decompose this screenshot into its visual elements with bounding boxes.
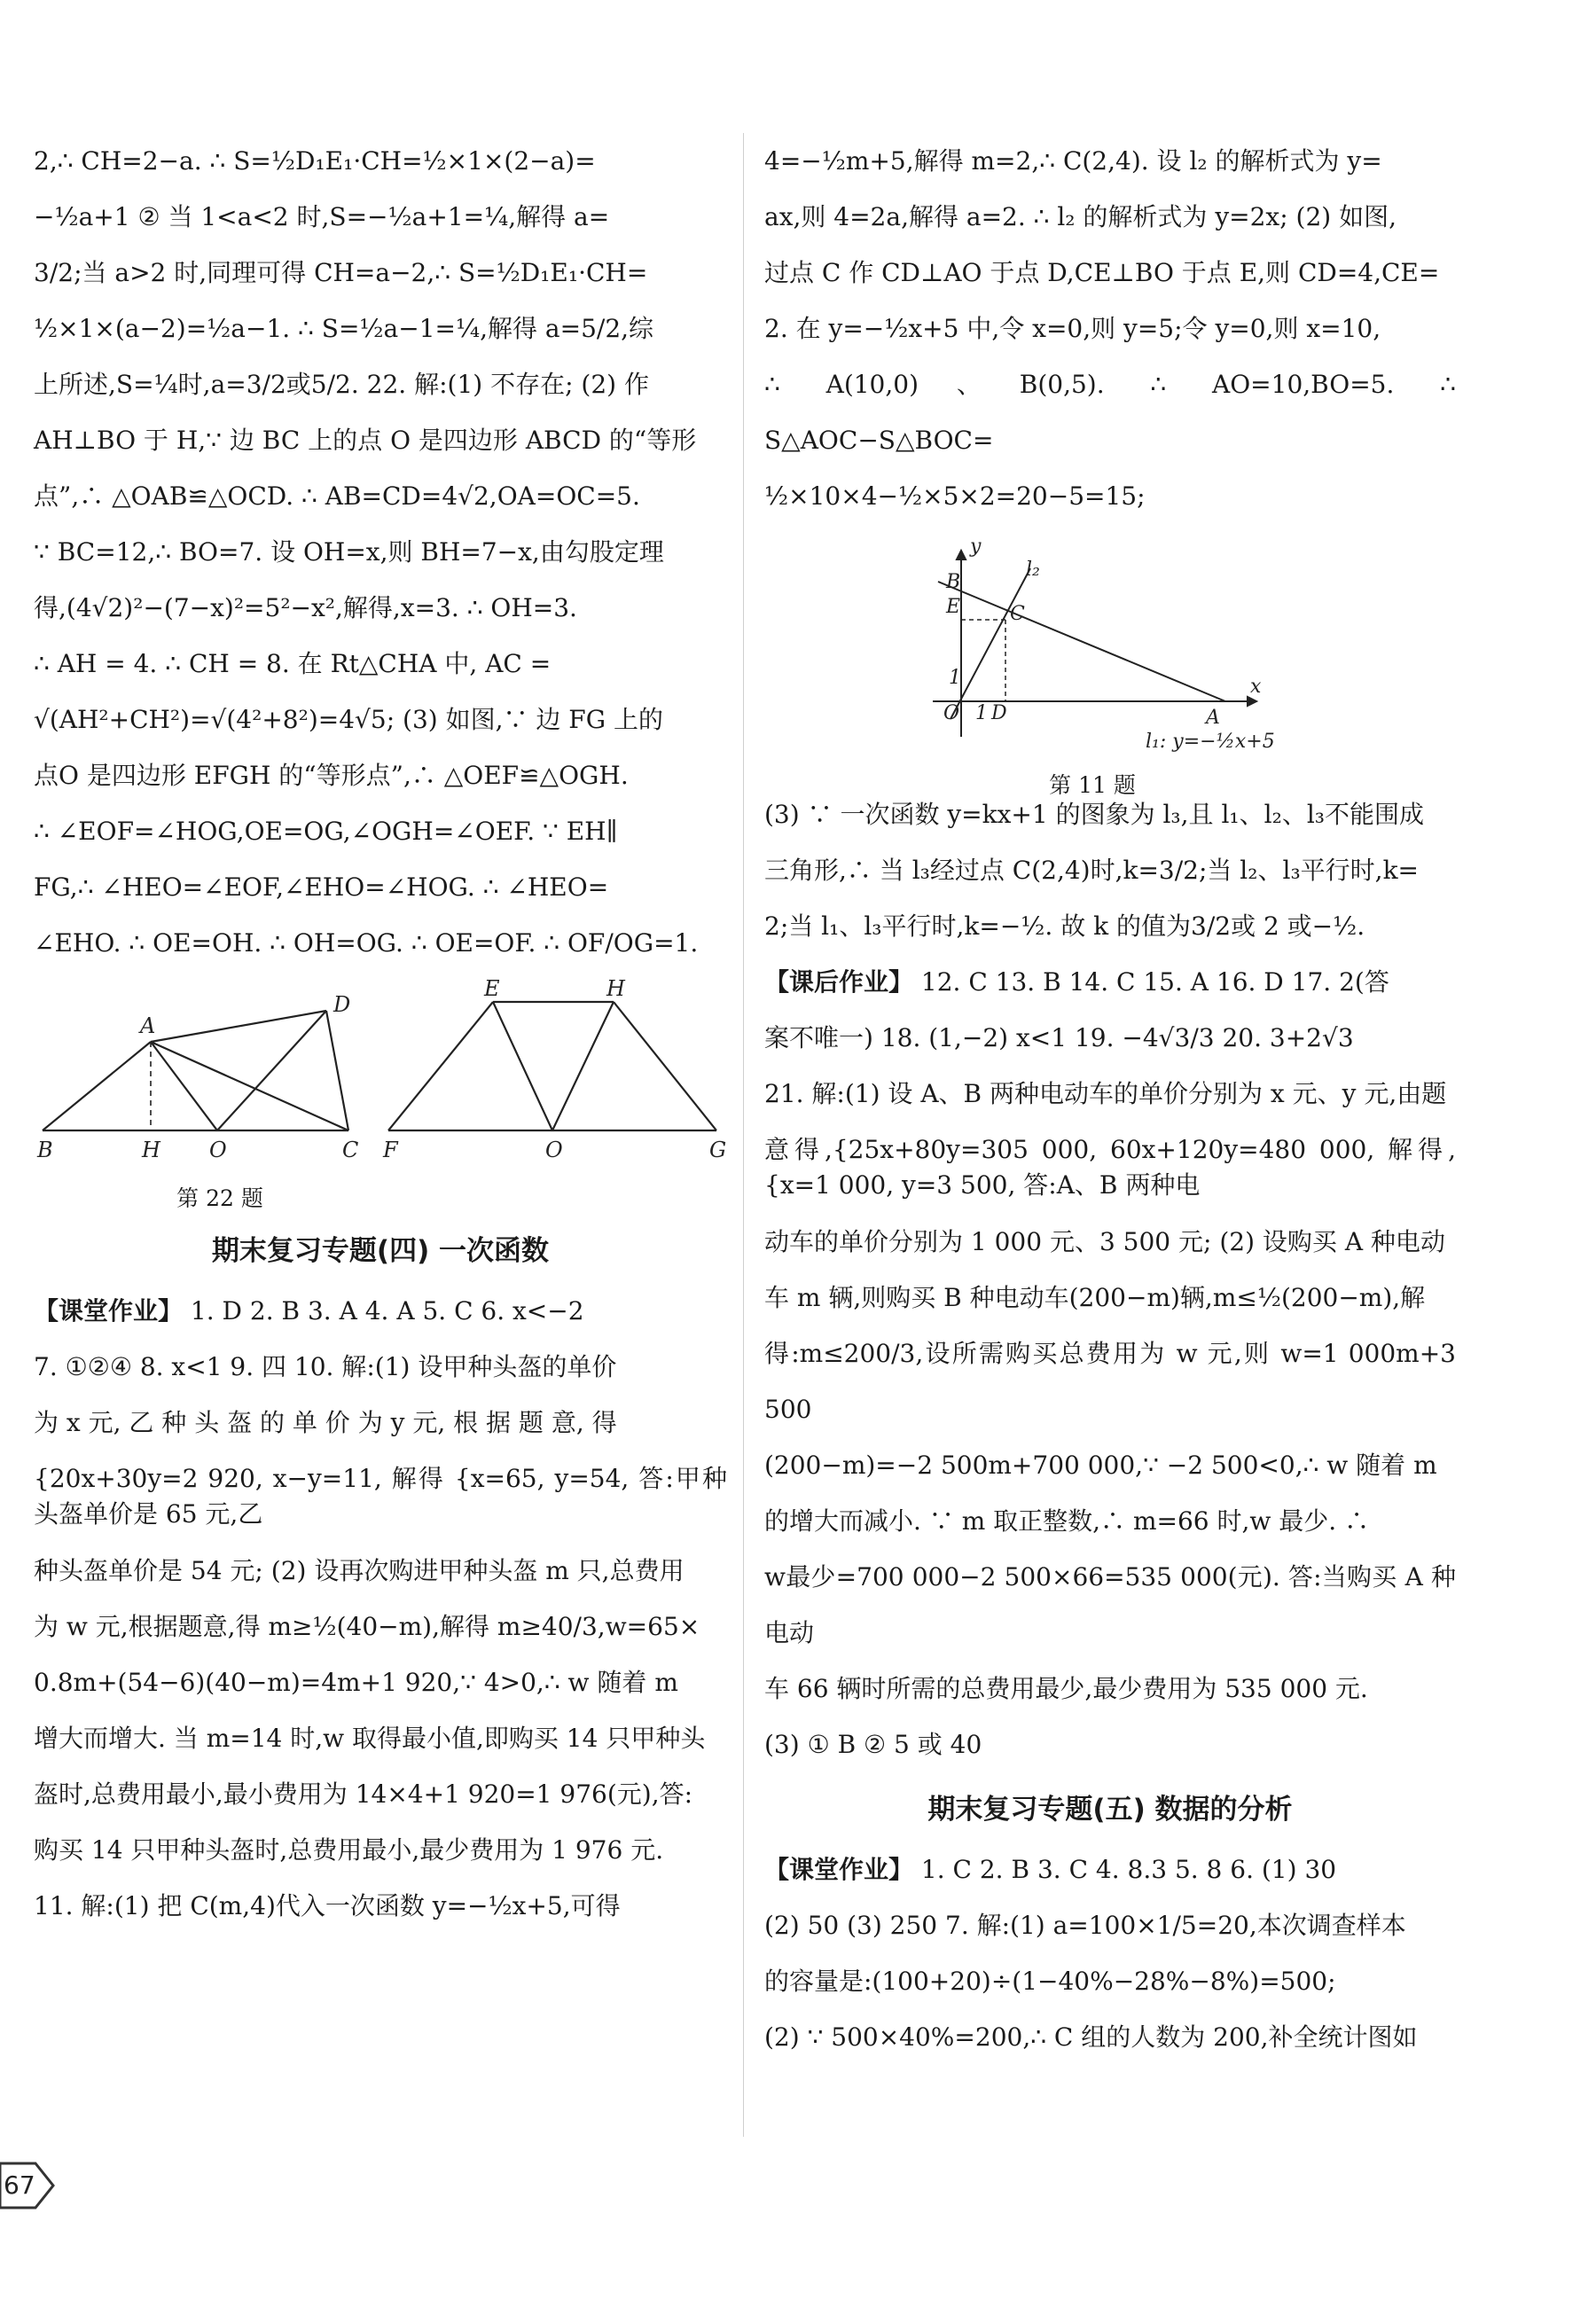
label-B: B <box>37 1138 53 1162</box>
label-H2: H <box>606 980 625 1001</box>
text-line: 11. 解:(1) 把 C(m,4)代入一次函数 y=−½x+5,可得 <box>34 1891 621 1920</box>
label-G: G <box>709 1138 727 1162</box>
text-line: 得,(4√2)²−(7−x)²=5²−x²,解得,x=3. ∴ OH=3. <box>34 593 577 622</box>
label-O: O <box>943 702 960 724</box>
text-line: −½a+1 ② 当 1<a<2 时,S=−½a+1=¼,解得 a= <box>34 202 610 231</box>
section-4-title: 期末复习专题(四) 一次函数 <box>211 1235 550 1267</box>
text-line: ½×1×(a−2)=½a−1. ∴ S=½a−1=¼,解得 a=5/2,综 <box>34 314 654 343</box>
label-1-x: 1 <box>975 702 988 724</box>
label-A: A <box>1206 707 1220 729</box>
text-line: 7. ①②④ 8. x<1 9. 四 10. 解:(1) 设甲种头盔的单价 <box>34 1352 617 1381</box>
label-1-y: 1 <box>949 667 961 689</box>
figure-11-graph <box>764 533 1456 755</box>
text-line: 2,∴ CH=2−a. ∴ S=½D₁E₁·CH=½×1×(2−a)= <box>34 146 596 176</box>
text-line: (3) ∵ 一次函数 y=kx+1 的图象为 l₃,且 l₁、l₂、l₃不能围成 <box>764 800 1424 829</box>
text-line: {20x+30y=2 920, x−y=11, 解得 {x=65, y=54, 答:甲种头盔单价是 65 元,乙 <box>34 1464 727 1529</box>
label-E: E <box>946 596 961 618</box>
label-E: E <box>484 980 500 1001</box>
text-line: 动车的单价分别为 1 000 元、3 500 元; (2) 设购买 A 种电动 <box>764 1227 1445 1256</box>
label-O: O <box>209 1138 227 1162</box>
text-line: ∴ A(10,0)、B(0,5). ∴ AO=10,BO=5. ∴ S△AOC−S△BOC= <box>764 370 1456 455</box>
figure-11-caption: 第 11 题 <box>1049 772 1136 798</box>
class-work-tag: 【课堂作业】 <box>764 1855 914 1884</box>
left-column <box>34 133 727 1934</box>
label-l2: l₂ <box>1026 559 1040 581</box>
text-line: w最少=700 000−2 500×66=535 000(元). 答:当购买 A 种电动 <box>764 1562 1456 1647</box>
page-number-badge <box>0 2155 62 2217</box>
text-line: 点O 是四边形 EFGH 的“等形点”,∴ △OEF≌△OGH. <box>34 761 629 790</box>
text-line: 过点 C 作 CD⊥AO 于点 D,CE⊥BO 于点 E,则 CD=4,CE= <box>764 258 1440 287</box>
text-segment: 12. C 13. B 14. C 15. A 16. D 17. 2(答 <box>913 967 1389 997</box>
figure-22-caption: 第 22 题 <box>176 1185 263 1211</box>
text-line: 4=−½m+5,解得 m=2,∴ C(2,4). 设 l₂ 的解析式为 y= <box>764 146 1382 176</box>
text-line: 意得,{25x+80y=305 000, 60x+120y=480 000, 解得,{x=1 000, y=3 500, 答:A、B 两种电 <box>764 1135 1456 1200</box>
text-segment: 1. C 2. B 3. C 4. 8.3 5. 8 6. (1) 30 <box>920 1855 1337 1884</box>
text-line: 的增大而减小. ∵ m 取正整数,∴ m=66 时,w 最少. ∴ <box>764 1506 1370 1536</box>
figure-22 <box>34 980 727 1214</box>
label-C: C <box>1010 603 1025 625</box>
text-line <box>34 1283 727 1339</box>
label-B: B <box>946 571 961 593</box>
text-line: 为 w 元,根据题意,得 m≥½(40−m),解得 m≥40/3,w=65× <box>34 1612 700 1641</box>
text-line: 车 m 辆,则购买 B 种电动车(200−m)辆,m≤½(200−m),解 <box>764 1283 1426 1312</box>
text-line: (200−m)=−2 500m+700 000,∵ −2 500<0,∴ w 随着 m <box>764 1451 1437 1480</box>
text-line: 种头盔单价是 54 元; (2) 设再次购进甲种头盔 m 只,总费用 <box>34 1556 685 1585</box>
axis-label-y: y <box>970 536 982 558</box>
text-line: 点”,∴ △OAB≌△OCD. ∴ AB=CD=4√2,OA=OC=5. <box>34 481 640 511</box>
text-line: ∵ BC=12,∴ BO=7. 设 OH=x,则 BH=7−x,由勾股定理 <box>34 537 664 567</box>
text-line: ½×10×4−½×5×2=20−5=15; <box>764 481 1146 511</box>
text-line: ∠EHO. ∴ OE=OH. ∴ OH=OG. ∴ OE=OF. ∴ OF/OG=1. <box>34 928 699 958</box>
text-line: 21. 解:(1) 设 A、B 两种电动车的单价分别为 x 元、y 元,由题 <box>764 1079 1447 1108</box>
text-line: ax,则 4=2a,解得 a=2. ∴ l₂ 的解析式为 y=2x; (2) 如图, <box>764 202 1397 231</box>
right-column <box>764 133 1456 2065</box>
text-line: 0.8m+(54−6)(40−m)=4m+1 920,∵ 4>0,∴ w 随着 m <box>34 1668 678 1697</box>
text-line: (3) ① B ② 5 或 40 <box>764 1730 982 1759</box>
text-line <box>764 954 1456 1010</box>
text-line: 3/2;当 a>2 时,同理可得 CH=a−2,∴ S=½D₁E₁·CH= <box>34 258 648 287</box>
text-line: √(AH²+CH²)=√(4²+8²)=4√5; (3) 如图,∵ 边 FG 上的 <box>34 705 663 734</box>
label-A: A <box>140 1013 156 1038</box>
label-l1-equation: l₁: y=−½x+5 <box>1146 731 1275 753</box>
text-line: FG,∴ ∠HEO=∠EOF,∠EHO=∠HOG. ∴ ∠HEO= <box>34 872 609 902</box>
figure-22-diagram <box>34 980 727 1184</box>
text-line: 车 66 辆时所需的总费用最少,最少费用为 535 000 元. <box>764 1674 1368 1703</box>
text-line: 增大而增大. 当 m=14 时,w 取得最小值,即购买 14 只甲种头 <box>34 1724 706 1753</box>
text-line: 盔时,总费用最小,最小费用为 14×4+1 920=1 976(元),答: <box>34 1779 693 1809</box>
text-line: 为 x 元, 乙 种 头 盔 的 单 价 为 y 元, 根 据 题 意, 得 <box>34 1408 617 1437</box>
axis-label-x: x <box>1250 676 1262 698</box>
text-line: 案不唯一) 18. (1,−2) x<1 19. −4√3/3 20. 3+2√3 <box>764 1023 1354 1052</box>
text-segment: 1. D 2. B 3. A 4. A 5. C 6. x<−2 <box>190 1296 584 1326</box>
text-line: AH⊥BO 于 H,∵ 边 BC 上的点 O 是四边形 ABCD 的“等形 <box>34 426 697 455</box>
page-number: 67 <box>4 2170 35 2200</box>
text-line: 三角形,∴ 当 l₃经过点 C(2,4)时,k=3/2;当 l₂、l₃平行时,k= <box>764 856 1419 885</box>
label-H: H <box>142 1138 160 1162</box>
label-D: D <box>333 992 351 1017</box>
label-C: C <box>342 1138 359 1162</box>
text-line: 的容量是:(100+20)÷(1−40%−28%−8%)=500; <box>764 1967 1336 1996</box>
column-divider <box>743 133 744 2137</box>
text-line: (2) ∵ 500×40%=200,∴ C 组的人数为 200,补全统计图如 <box>764 2022 1418 2052</box>
text-line: 得:m≤200/3,设所需购买总费用为 w 元,则 w=1 000m+3 500 <box>764 1339 1456 1424</box>
label-F: F <box>383 1138 398 1162</box>
homework-tag: 【课后作业】 <box>764 967 914 997</box>
text-line: ∴ AH = 4. ∴ CH = 8. 在 Rt△CHA 中, AC = <box>34 649 552 678</box>
text-line: 2. 在 y=−½x+5 中,令 x=0,则 y=5;令 y=0,则 x=10, <box>764 314 1381 343</box>
text-line: 2;当 l₁、l₃平行时,k=−½. 故 k 的值为3/2或 2 或−½. <box>764 911 1365 941</box>
text-line: (2) 50 (3) 250 7. 解:(1) a=100×1/5=20,本次调查样本 <box>764 1911 1406 1940</box>
text-line: 上所述,S=¼时,a=3/2或5/2. 22. 解:(1) 不存在; (2) 作 <box>34 370 649 399</box>
label-D: D <box>991 702 1007 724</box>
label-O2: O <box>545 1138 563 1162</box>
class-work-tag: 【课堂作业】 <box>34 1296 184 1326</box>
figure-11 <box>764 533 1456 798</box>
text-line: 购买 14 只甲种头盔时,总费用最小,最少费用为 1 976 元. <box>34 1835 664 1865</box>
section-5-title: 期末复习专题(五) 数据的分析 <box>927 1794 1293 1826</box>
text-line: ∴ ∠EOF=∠HOG,OE=OG,∠OGH=∠OEF. ∵ EH∥ <box>34 817 618 846</box>
text-line <box>764 1842 1456 1897</box>
